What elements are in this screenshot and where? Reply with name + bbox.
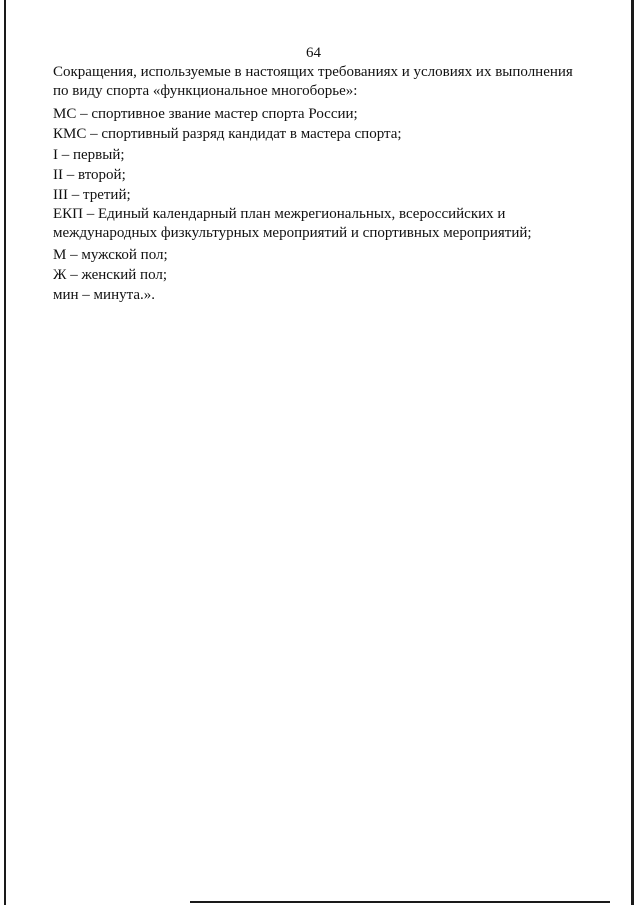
abbreviation-ekp-line-1: ЕКП – Единый календарный план межрегиональных, всероссийских и — [53, 206, 506, 222]
abbreviation-ms: МС – спортивное звание мастер спорта России; — [53, 106, 358, 122]
abbreviation-female: Ж – женский пол; — [53, 267, 168, 283]
abbreviation-third: III – третий; — [53, 187, 131, 203]
abbreviation-minute: мин – минута.». — [53, 287, 155, 303]
abbreviation-kms: КМС – спортивный разряд кандидат в мастера спорта; — [53, 126, 402, 142]
scan-edge-right — [631, 0, 634, 905]
intro-line-2: по виду спорта «функциональное многоборье»: — [53, 83, 358, 99]
page-number: 64 — [306, 45, 321, 61]
scan-edge-bottom — [190, 901, 610, 903]
intro-line-1: Сокращения, используемые в настоящих требованиях и условиях их выполнения — [53, 64, 573, 80]
abbreviation-ekp-line-2: международных физкультурных мероприятий и спортивных мероприятий; — [53, 225, 532, 241]
scan-edge-left — [4, 0, 6, 905]
abbreviation-second: II – второй; — [53, 167, 126, 183]
abbreviation-male: М – мужской пол; — [53, 247, 168, 263]
abbreviation-first: I – первый; — [53, 147, 125, 163]
